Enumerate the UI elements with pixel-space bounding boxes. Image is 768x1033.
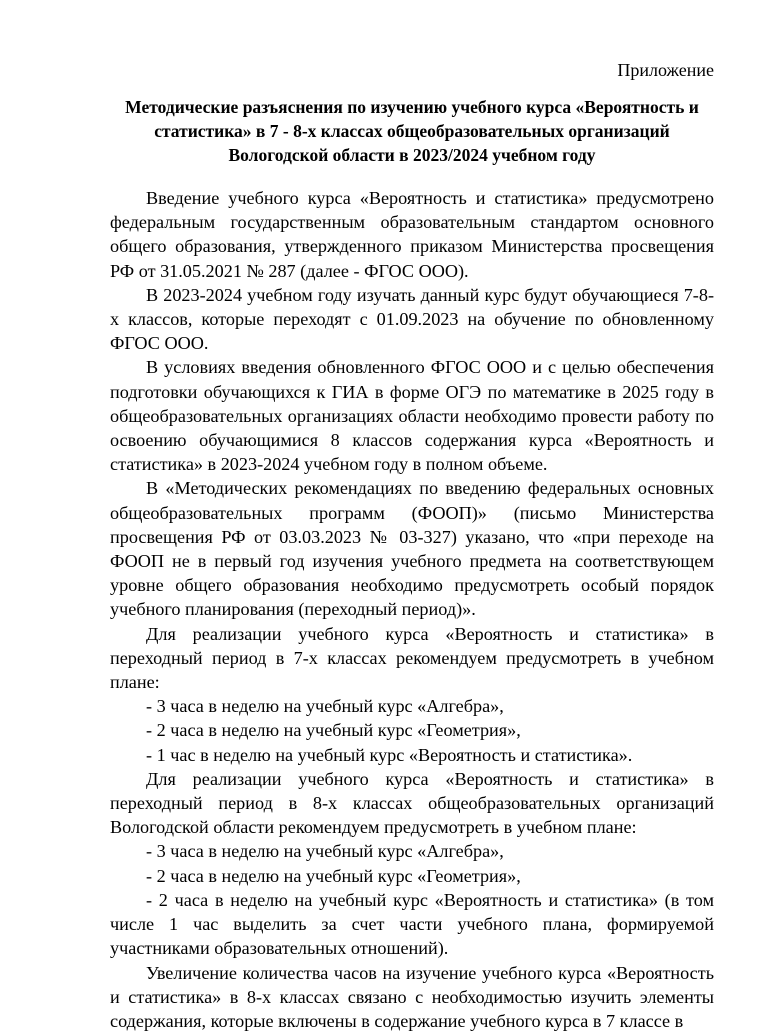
paragraph: Для реализации учебного курса «Вероятность и статистика» в переходный период в 8-х классах общеобразовательных организаций Вологодской области рекомендуем предусмотреть в учебном плане: bbox=[110, 767, 714, 840]
list-item: - 3 часа в неделю на учебный курс «Алгебра», bbox=[110, 694, 714, 718]
paragraph: В «Методических рекомендациях по введению федеральных основных общеобразовательных программ (ФООП)» (письмо Министерства просвещения РФ от 03.03.2023 № 03-327) указано, что «при переходе на ФООП не в первый год изучения учебного предмета на соответствующем уровне общего образования необходимо предусмотреть особый порядок учебного планирования (переходный период)». bbox=[110, 476, 714, 621]
list-item: - 1 час в неделю на учебный курс «Вероятность и статистика». bbox=[110, 743, 714, 767]
title-line: статистика» в 7 - 8-х классах общеобразовательных организаций bbox=[110, 119, 714, 143]
title-line: Методические разъяснения по изучению учебного курса «Вероятность и bbox=[110, 95, 714, 119]
list-item: - 2 часа в неделю на учебный курс «Вероятность и статистика» (в том числе 1 час выделить за счет части учебного плана, формируемой участниками образовательных отношений). bbox=[110, 888, 714, 961]
paragraph: Введение учебного курса «Вероятность и статистика» предусмотрено федеральным государственным образовательным стандартом основного общего образования, утвержденного приказом Министерства просвещения РФ от 31.05.2021 № 287 (далее - ФГОС ООО). bbox=[110, 186, 714, 283]
list-item: - 2 часа в неделю на учебный курс «Геометрия», bbox=[110, 718, 714, 742]
list-item: - 2 часа в неделю на учебный курс «Геометрия», bbox=[110, 864, 714, 888]
paragraph: Для реализации учебного курса «Вероятность и статистика» в переходный период в 7-х классах рекомендуем предусмотреть в учебном плане: bbox=[110, 622, 714, 695]
paragraph: В 2023-2024 учебном году изучать данный курс будут обучающиеся 7-8-х классов, которые переходят с 01.09.2023 на обучение по обновленному ФГОС ООО. bbox=[110, 283, 714, 356]
paragraph: Увеличение количества часов на изучение учебного курса «Вероятность и статистика» в 8-х классах связано с необходимостью изучить элементы содержания, которые включены в содержание учебного курса в 7 классе в bbox=[110, 961, 714, 1033]
document-title bbox=[110, 95, 714, 167]
appendix-label: Приложение bbox=[110, 58, 714, 83]
paragraph: В условиях введения обновленного ФГОС ООО и с целью обеспечения подготовки обучающихся к ГИА в форме ОГЭ по математике в 2025 году в общеобразовательных организациях области необходимо провести работу по освоению обучающимися 8 классов содержания курса «Вероятность и статистика» в 2023-2024 учебном году в полном объеме. bbox=[110, 355, 714, 476]
list-item: - 3 часа в неделю на учебный курс «Алгебра», bbox=[110, 839, 714, 863]
title-line: Вологодской области в 2023/2024 учебном году bbox=[110, 143, 714, 167]
document-body bbox=[110, 186, 714, 1033]
